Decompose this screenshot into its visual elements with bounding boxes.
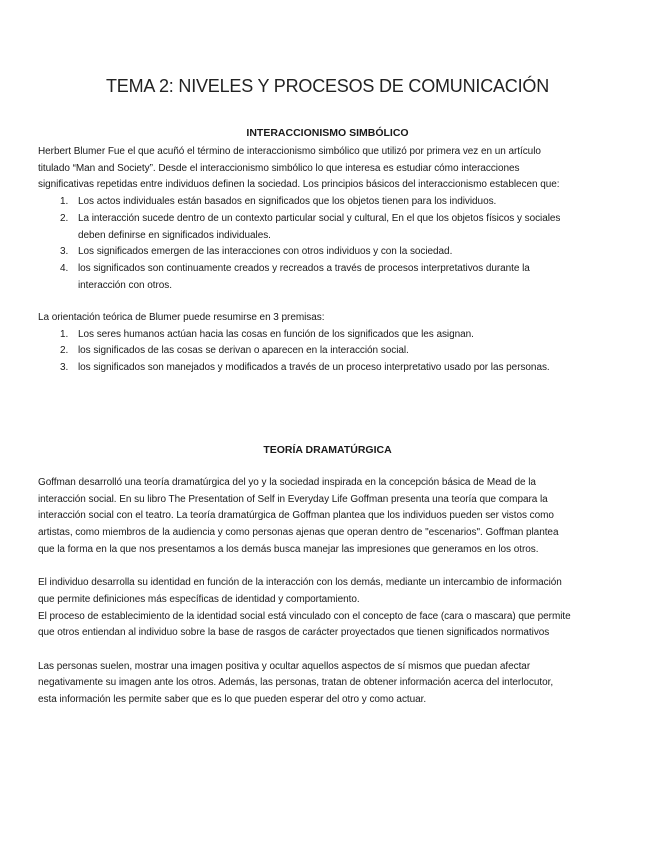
paragraph-line: Herbert Blumer Fue el que acuñó el término de interaccionismo simbólico que utilizó por primera vez en un artículo xyxy=(38,146,541,157)
list-number: 1. xyxy=(60,328,69,340)
list-number: 2. xyxy=(60,212,69,224)
paragraph-line: artistas, como miembros de la audiencia y como personas ajenas que operan dentro de "escenarios". Goffman plantea xyxy=(38,527,559,539)
paragraph-line: significativas repetidas entre individuos definen la sociedad. Los principios básicos del interaccionismo establecen que: xyxy=(38,179,560,191)
paragraph-line: Goffman desarrolló una teoría dramatúrgica del yo y la sociedad inspirada en la concepción básica de Mead de la xyxy=(38,477,536,488)
paragraph-line: que la forma en la que nos presentamos a los demás busca manejar las impresiones que generamos en los otros. xyxy=(38,543,539,555)
paragraph-line: El proceso de establecimiento de la identidad social está vinculado con el concepto de face (cara o mascara) que permite xyxy=(38,610,571,622)
paragraph-line: negativamente su imagen ante los otros. Además, las personas, tratan de obtener información acerca del interlocutor, xyxy=(38,677,554,689)
list-number: 1. xyxy=(60,196,69,208)
list-item-line: Los significados emergen de las interacciones con otros individuos y con la sociedad. xyxy=(78,246,453,258)
paragraph-line: La orientación teórica de Blumer puede resumirse en 3 premisas: xyxy=(38,312,325,323)
section-heading-teoria-dramaturgica: TEORÍA DRAMATÚRGICA xyxy=(263,444,392,456)
paragraph-line: esta información les permite saber que es lo que pueden esperar del otro y como actuar. xyxy=(38,694,427,706)
list-item-line: interacción con otros. xyxy=(78,279,172,291)
list-item-line: deben definirse en significados individuales. xyxy=(78,229,271,241)
list-number: 2. xyxy=(60,345,69,357)
paragraph-line: Las personas suelen, mostrar una imagen positiva y ocultar aquellos aspectos de sí mismos que puedan afectar xyxy=(38,660,531,672)
paragraph-line: interacción social con el teatro. La teoría dramatúrgica de Goffman plantea que los individuos pueden ser vistos como xyxy=(38,510,554,522)
list-item-line: los significados son manejados y modificados a través de un proceso interpretativo usado por las personas. xyxy=(78,362,550,374)
list-item-line: los significados de las cosas se derivan o aparecen en la interacción social. xyxy=(78,345,409,357)
paragraph-line: interacción social. En su libro The Presentation of Self in Everyday Life Goffman presenta una teoría que compara la xyxy=(38,493,548,505)
paragraph-line: que otros entiendan al individuo sobre la base de rasgos de carácter proyectados que tienen significados normativos xyxy=(38,627,550,639)
list-item-line: Los seres humanos actúan hacia las cosas en función de los significados que les asignan. xyxy=(78,328,474,340)
list-item-line: La interacción sucede dentro de un contexto particular social y cultural, En el que los objetos físicos y sociales xyxy=(78,212,561,224)
list-number: 3. xyxy=(60,362,69,374)
paragraph-line: que permite definiciones más específicas de identidad y comportamiento. xyxy=(38,593,360,605)
list-item-line: Los actos individuales están basados en significados que los objetos tienen para los individuos. xyxy=(78,196,497,208)
document-title: TEMA 2: NIVELES Y PROCESOS DE COMUNICACIÓN xyxy=(105,76,550,96)
paragraph-line: El individuo desarrolla su identidad en función de la interacción con los demás, mediante un intercambio de información xyxy=(38,577,562,589)
section-heading-interaccionismo: INTERACCIONISMO SIMBÓLICO xyxy=(246,127,409,139)
list-number: 3. xyxy=(60,246,69,258)
list-item-line: los significados son continuamente creados y recreados a través de procesos interpretativos durante la xyxy=(78,262,530,274)
list-number: 4. xyxy=(60,262,69,274)
paragraph-line: titulado “Man and Society”. Desde el interaccionismo simbólico lo que interesa es estudiar cómo interacciones xyxy=(38,162,520,174)
